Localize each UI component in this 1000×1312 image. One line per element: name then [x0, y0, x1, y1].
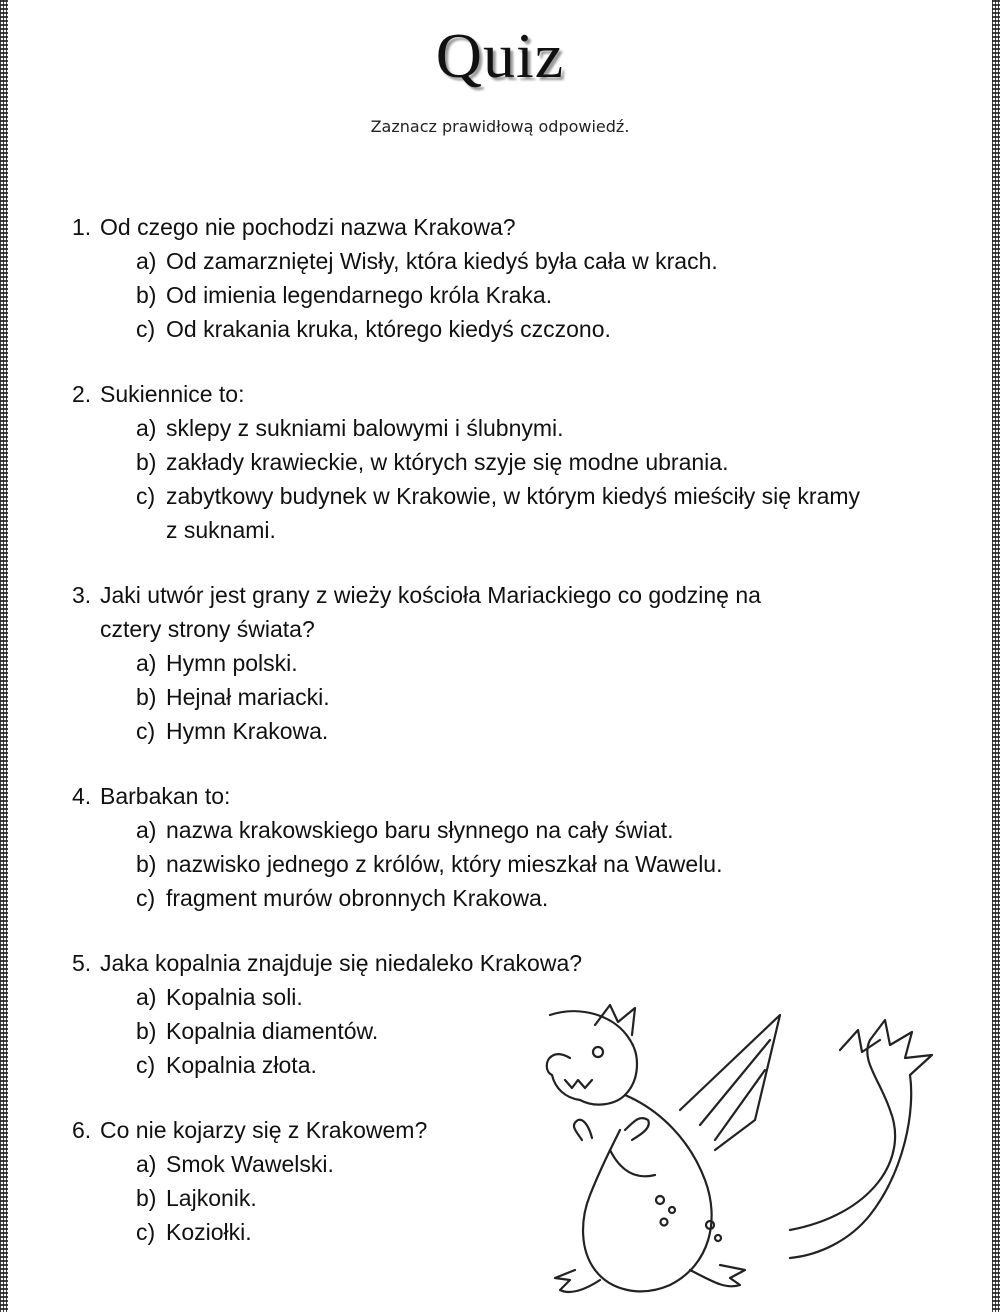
option-letter: a)	[136, 248, 157, 274]
option-letter: c)	[136, 483, 156, 509]
option-text: nazwa krakowskiego baru słynnego na cały świat.	[166, 817, 674, 843]
question-4	[72, 779, 892, 915]
answer-option-b[interactable]	[72, 445, 892, 479]
option-text: zakłady krawieckie, w których szyje się modne ubrania.	[166, 449, 729, 475]
option-letter: c)	[136, 316, 156, 342]
answer-option-a[interactable]	[72, 244, 892, 278]
option-text: Lajkonik.	[166, 1185, 257, 1211]
option-letter: a)	[136, 415, 157, 441]
question-number: 2.	[72, 381, 92, 407]
question-text: Barbakan to:	[100, 783, 231, 809]
option-letter: b)	[136, 684, 157, 710]
option-letter: b)	[136, 282, 157, 308]
question-number: 1.	[72, 214, 92, 240]
option-text: Hymn Krakowa.	[166, 718, 329, 744]
option-text: Od krakania kruka, którego kiedyś czczono.	[166, 316, 611, 342]
option-letter: c)	[136, 1219, 156, 1245]
answer-option-b[interactable]	[72, 680, 892, 714]
option-letter: a)	[136, 650, 157, 676]
answer-option-b[interactable]	[72, 847, 892, 881]
option-text: fragment murów obronnych Krakowa.	[166, 885, 549, 911]
option-letter: c)	[136, 885, 156, 911]
option-letter: a)	[136, 984, 157, 1010]
decorative-border-left	[0, 0, 8, 1312]
option-text: nazwisko jednego z królów, który mieszkał na Wawelu.	[166, 851, 723, 877]
page-title: Quiz	[435, 20, 565, 91]
question-text: Sukiennice to:	[100, 381, 245, 407]
option-letter: b)	[136, 449, 157, 475]
option-text: zabytkowy budynek w Krakowie, w którym kiedyś mieściły się kramy z suknami.	[166, 483, 861, 543]
question-number: 3.	[72, 582, 92, 608]
answer-option-a[interactable]	[72, 813, 892, 847]
question-text: Co nie kojarzy się z Krakowem?	[100, 1117, 428, 1143]
dragon-illustration	[540, 1000, 935, 1300]
option-letter: c)	[136, 1052, 156, 1078]
option-text: Kopalnia soli.	[166, 984, 303, 1010]
option-text: Hymn polski.	[166, 650, 298, 676]
answer-option-c[interactable]	[72, 714, 892, 748]
question-2	[72, 377, 892, 547]
question-text: Od czego nie pochodzi nazwa Krakowa?	[100, 214, 516, 240]
question-number: 4.	[72, 783, 92, 809]
option-text: Hejnał mariacki.	[166, 684, 330, 710]
answer-option-b[interactable]	[72, 278, 892, 312]
option-letter: a)	[136, 1151, 157, 1177]
option-text: Koziołki.	[166, 1219, 252, 1245]
decorative-border-right	[992, 0, 1000, 1312]
option-letter: b)	[136, 1018, 157, 1044]
option-text: Kopalnia diamentów.	[166, 1018, 379, 1044]
option-text: Kopalnia złota.	[166, 1052, 317, 1078]
answer-option-c[interactable]	[72, 312, 892, 346]
option-letter: b)	[136, 851, 157, 877]
option-text: Od zamarzniętej Wisły, która kiedyś była cała w krach.	[166, 248, 718, 274]
question-3	[72, 578, 892, 748]
answer-option-a[interactable]	[72, 411, 892, 445]
question-text: Jaka kopalnia znajduje się niedaleko Krakowa?	[100, 950, 583, 976]
option-letter: c)	[136, 718, 156, 744]
option-text: Smok Wawelski.	[166, 1151, 334, 1177]
option-letter: a)	[136, 817, 157, 843]
option-letter: b)	[136, 1185, 157, 1211]
option-text: Od imienia legendarnego króla Kraka.	[166, 282, 553, 308]
question-number: 5.	[72, 950, 92, 976]
question-number: 6.	[72, 1117, 92, 1143]
question-text: Jaki utwór jest grany z wieży kościoła Mariackiego co godzinę na cztery strony świata?	[100, 582, 761, 642]
option-text: sklepy z sukniami balowymi i ślubnymi.	[166, 415, 564, 441]
answer-option-a[interactable]	[72, 646, 892, 680]
answer-option-c[interactable]	[72, 479, 892, 547]
answer-option-c[interactable]	[72, 881, 892, 915]
question-1	[72, 210, 892, 346]
instruction-text: Zaznacz prawidłową odpowiedź.	[370, 117, 630, 136]
